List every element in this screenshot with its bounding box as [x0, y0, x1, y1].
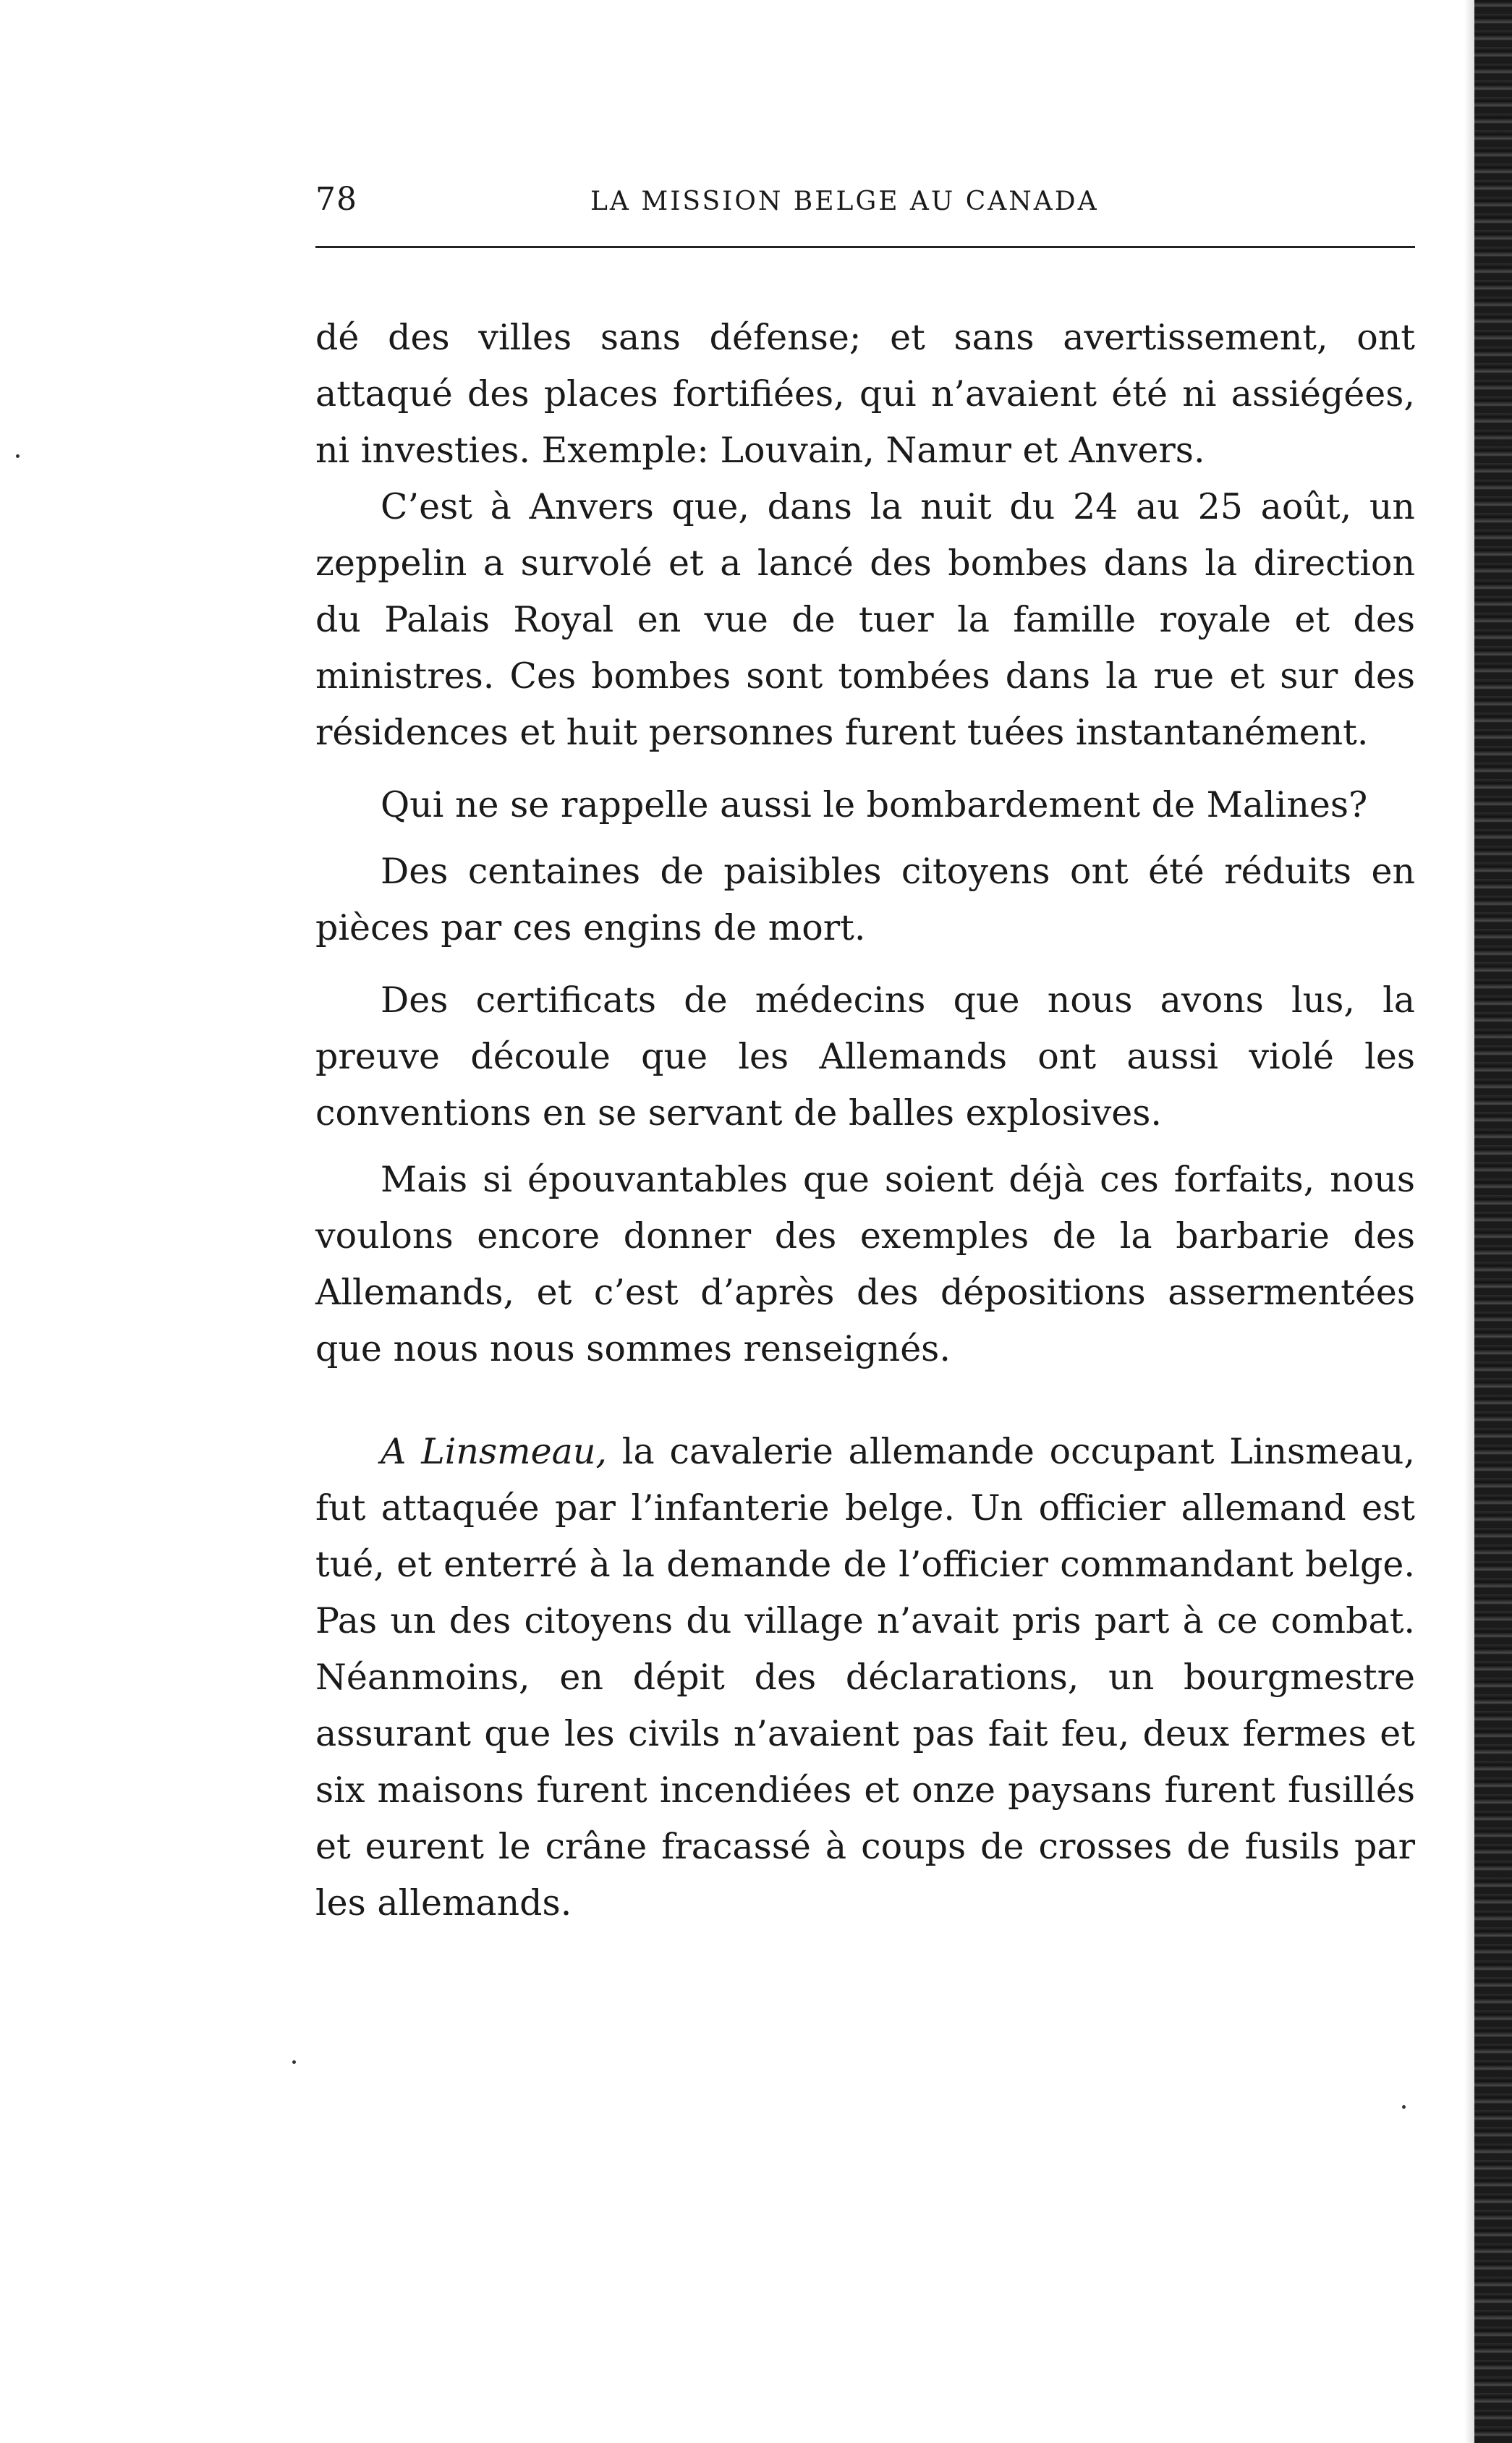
paragraph-linsmeau-text: la cavalerie allemande occupant Linsmeau, fut attaquée par l’infanterie belge. Un officier allemand est tué, et enterré à la demande de l’officier commandant belge. Pas un des citoyens du village n’avait pris part à ce combat. Néanmoins, en dépit des déclarations, un bourgmestre assurant que les civils n’avaient pas fait feu, deux fermes et six maisons furent incendiées et onze paysans furent fusillés et eurent le crâne fracassé à coups de crosses de fusils par les allemands.	[315, 1431, 1416, 1924]
page-number: 78	[315, 181, 357, 218]
paragraph-centaines: Des centaines de paisibles citoyens ont été réduits en pièces par ces engins de mort.	[315, 851, 1415, 948]
scan-speck	[16, 454, 20, 458]
paragraph-linsmeau	[315, 1424, 1415, 1932]
body-text	[315, 310, 1415, 1932]
scan-speck	[292, 2060, 296, 2064]
paragraph-malines: Qui ne se rappelle aussi le bombardement de Malines?	[381, 784, 1368, 825]
paragraph-continuation: dé des villes sans défense; et sans avertissement, ont attaqué des places fortifiées, qui n’avaient été ni assiégées, ni investies. Exemple: Louvain, Namur et Anvers.	[315, 317, 1415, 471]
place-name-linsmeau: A Linsmeau,	[381, 1431, 607, 1472]
running-title: LA MISSION BELGE AU CANADA	[590, 187, 1099, 216]
header-rule	[315, 246, 1415, 248]
paragraph-epouvantables: Mais si épouvantables que soient déjà ces forfaits, nous voulons encore donner des exemples de la barbarie des Allemands, et c’est d’après des dépositions assermentées que nous nous sommes renseignés.	[315, 1159, 1415, 1369]
paragraph-anvers: C’est à Anvers que, dans la nuit du 24 au 25 août, un zeppelin a survolé et a lancé des bombes dans la direction du Palais Royal en vue de tuer la famille royale et des ministres. Ces bombes sont tombées dans la rue et sur des résidences et huit personnes furent tuées instantanément.	[315, 486, 1415, 753]
running-header	[315, 181, 1415, 224]
paragraph-certificats: Des certificats de médecins que nous avons lus, la preuve découle que les Allemands ont aussi violé les conventions en se servant de balles explosives.	[315, 980, 1415, 1134]
binding-shadow	[1464, 0, 1474, 2443]
binding-edge	[1474, 0, 1512, 2443]
scan-speck	[1402, 2105, 1406, 2109]
